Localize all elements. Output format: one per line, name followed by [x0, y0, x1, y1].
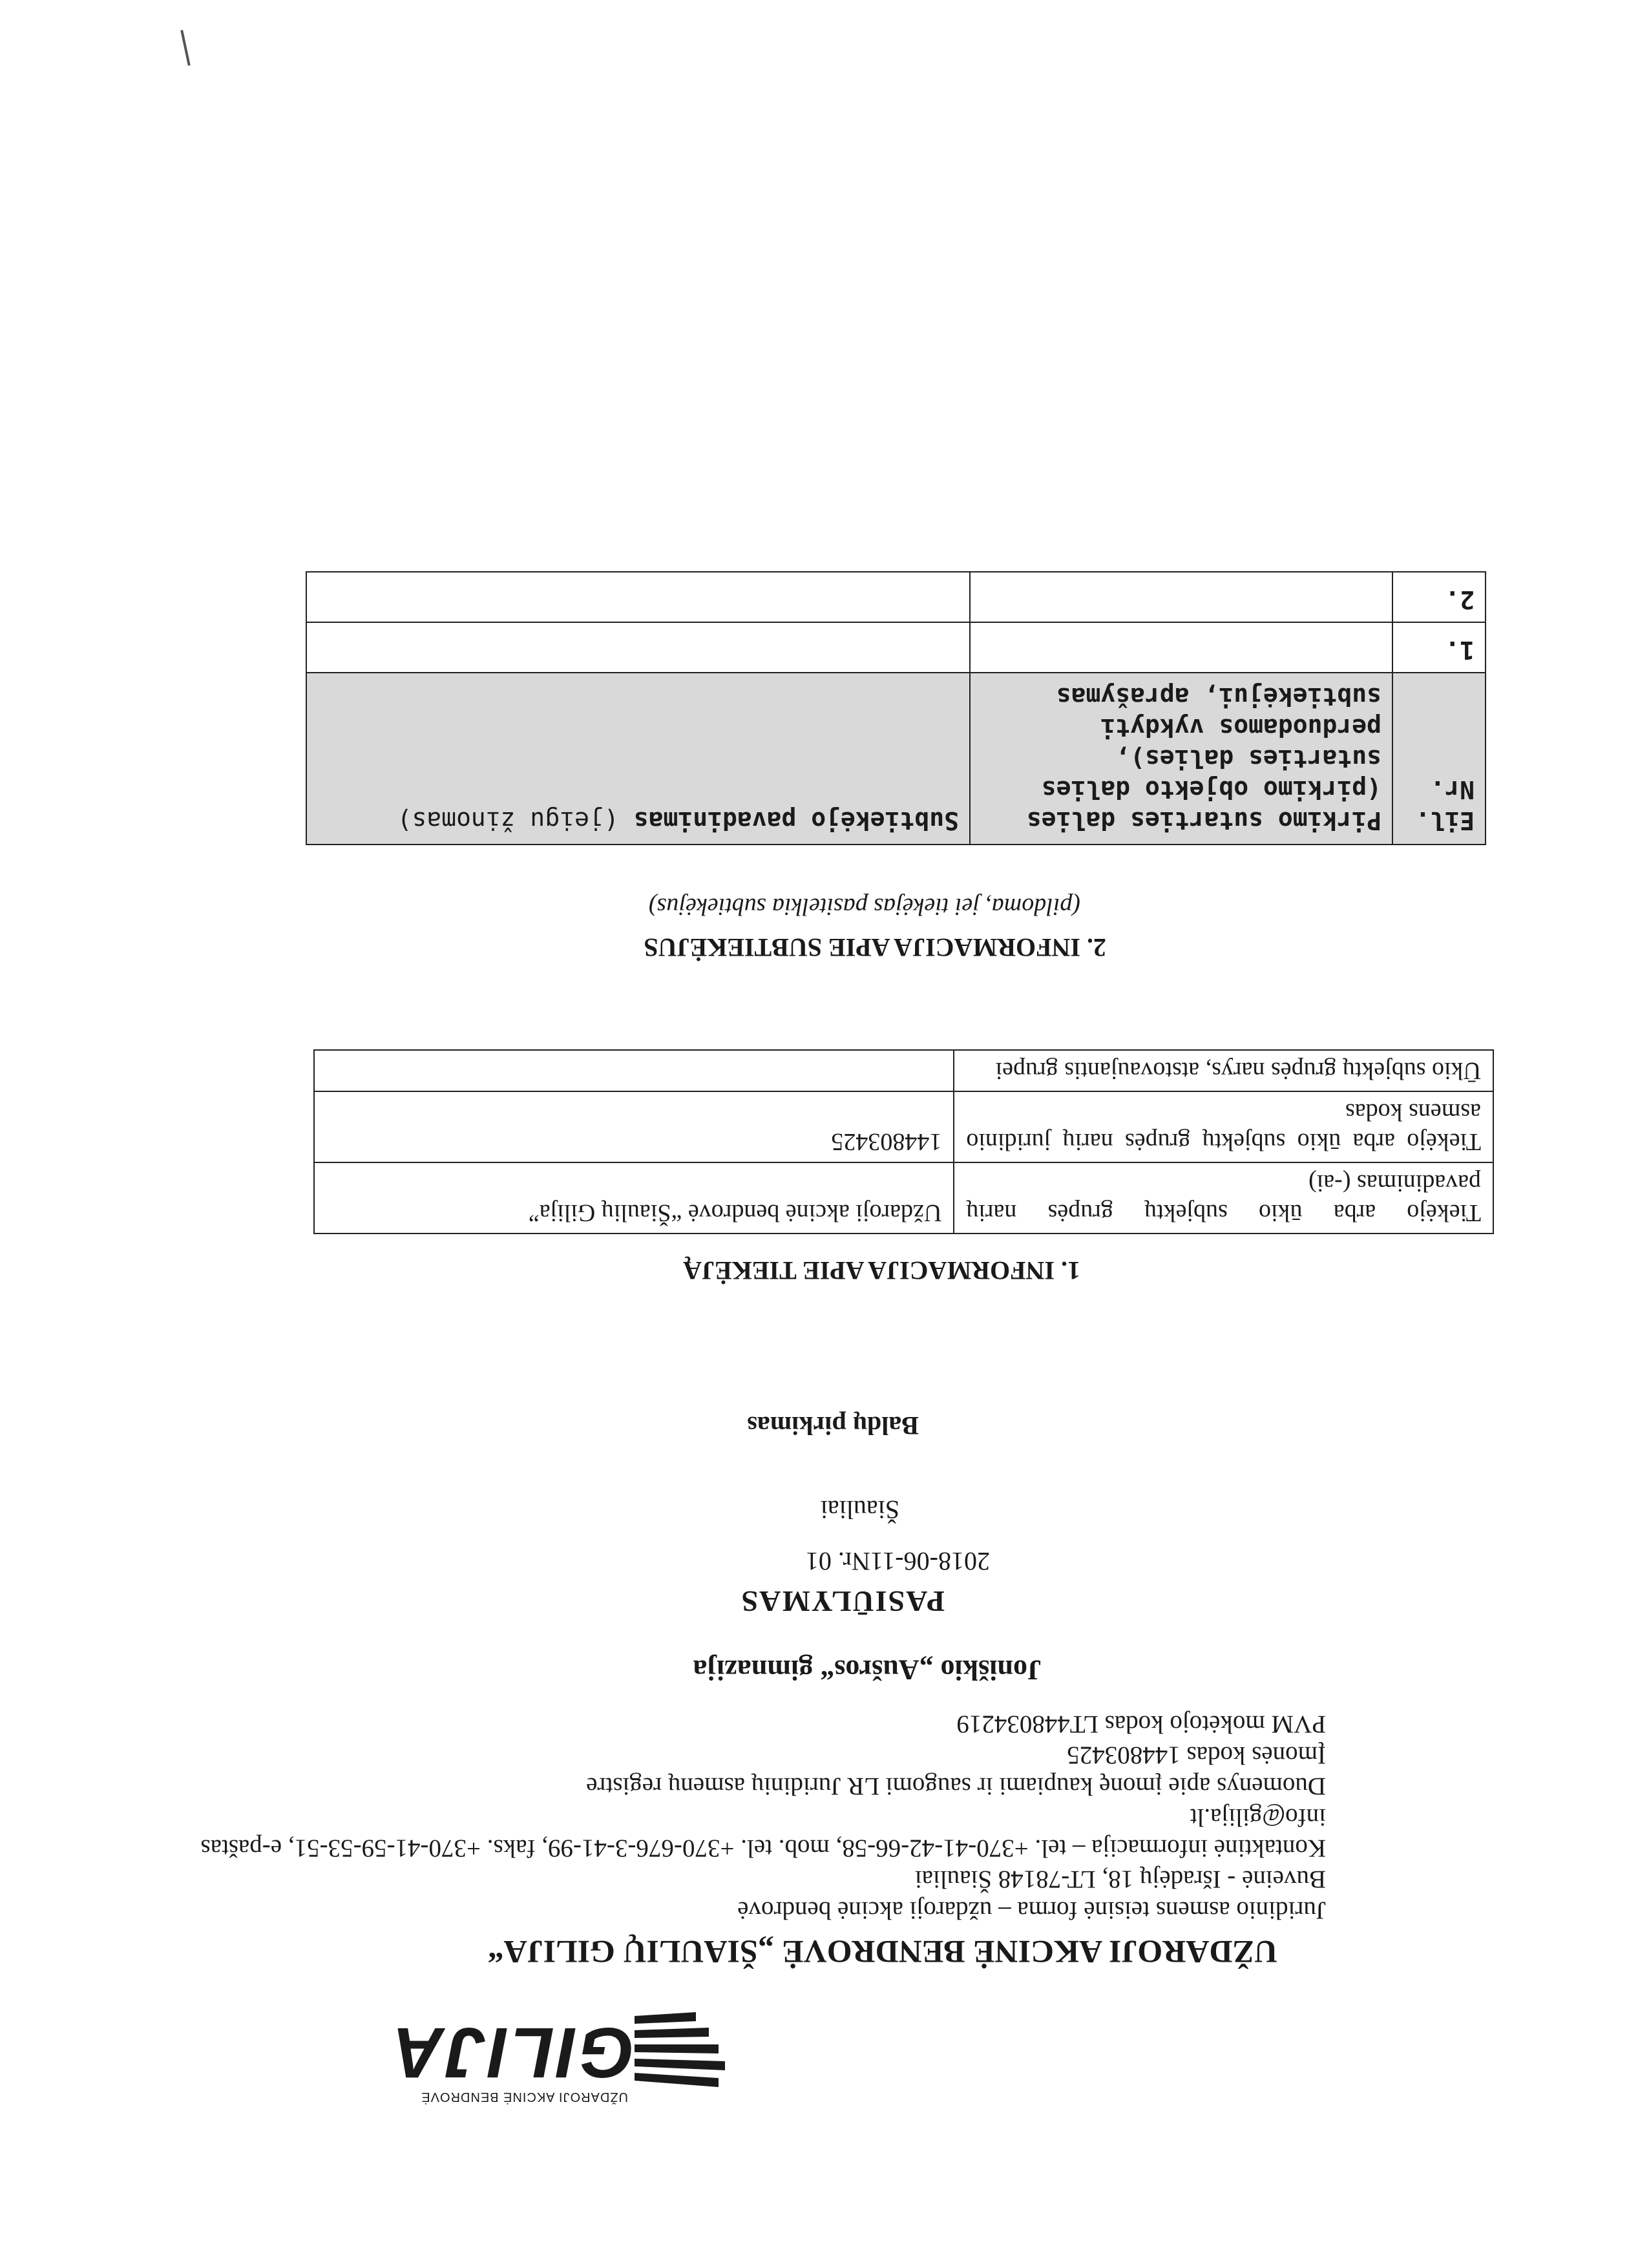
logo-brand-text: GILIJA [390, 2013, 635, 2092]
table-row [306, 572, 1486, 622]
document-date-number: 2018-06-11Nr. 01 [805, 1547, 990, 1576]
row-contract-part [970, 572, 1392, 622]
supplier-code-label: Tiekėjo arba ūkio subjektų grupės narių juridinio asmens kodas [954, 1091, 1493, 1162]
document-city: Šiauliai [820, 1495, 899, 1524]
header-subcontractor-label: Subtiekėjo pavadinimas [633, 806, 959, 835]
supplier-name-value: Uždaroji akcinė bendrovė “Šiaulių Gilija” [314, 1162, 954, 1234]
section2-note: (pildoma, jei tiekėjas pasitelkia subtiekėjus) [648, 893, 1080, 920]
document-subject: Baldų pirkimas [747, 1411, 919, 1440]
row-nr: 1. [1392, 622, 1486, 673]
table-row [314, 1050, 1493, 1091]
legal-form-line: Juridinio asmens teisinė forma – uždaroji akcinė bendrovė [737, 1896, 1326, 1924]
company-code-line: Įmonės kodas 144803425 [1067, 1741, 1326, 1769]
table-row [306, 622, 1486, 673]
row-subcontractor [306, 572, 970, 622]
company-logo [279, 2003, 731, 2113]
company-title: UŽDAROJI AKCINĖ BENDROVĖ „ŠIAULIŲ GILIJA“ [487, 1934, 1277, 1970]
header-contract-part: Pirkimo sutarties dalies (pirkimo objekto dalies sutarties dalies), perduodamos vykdyti subtiekėjui, aprašymas [970, 673, 1392, 845]
row-contract-part [970, 622, 1392, 673]
email-line: info@gilija.lt [1190, 1803, 1326, 1831]
header-subcontractor-note: (jeigu žinomas) [397, 806, 619, 835]
section1-title: 1. INFORMACIJA APIE TIEKĖJĄ [683, 1256, 1080, 1285]
header-subcontractor [306, 673, 970, 845]
row-subcontractor [306, 622, 970, 673]
logo-small-text: UŽDAROJI AKCINĖ BENDROVĖ [421, 2090, 628, 2104]
group-representative-value [314, 1050, 954, 1091]
row-nr: 2. [1392, 572, 1486, 622]
supplier-name-label: Tiekėjo arba ūkio subjektų grupės narių pavadinimas (-ai) [954, 1162, 1493, 1234]
stray-pen-mark [180, 30, 191, 66]
document-title: PASIŪLYMAS [740, 1585, 945, 1618]
group-representative-label: Ūkio subjektų grupės narys, atstovaujantis grupei [954, 1050, 1493, 1091]
address-line: Buveinė - Išradėjų 18, LT-78148 Šiauliai [914, 1865, 1326, 1893]
table-row [314, 1162, 1493, 1234]
table-row [314, 1091, 1493, 1162]
header-nr: Eil. Nr. [1392, 673, 1486, 845]
wings-logo-graphic [622, 2010, 731, 2106]
table-header-row [306, 673, 1486, 845]
recipient-name: Joniškio „Aušros“ gimnazija [693, 1654, 1042, 1686]
section2-title: 2. INFORMACIJA APIE SUBTIEKĖJUS [644, 933, 1106, 962]
contacts-line: Kontaktinė informacija – tel. +370-41-42-66-58, mob. tel. +370-676-3-41-99, faks. +370-41-59-53-51, e-paštas [200, 1834, 1326, 1862]
supplier-code-value: 144803425 [314, 1091, 954, 1162]
registry-line: Duomenys apie įmonę kaupiami ir saugomi LR Juridinių asmenų registre [586, 1772, 1326, 1800]
supplier-info-table [313, 1049, 1494, 1234]
subcontractors-table [306, 571, 1486, 845]
vat-code-line: PVM mokėtojo kodas LT448034219 [956, 1710, 1326, 1738]
